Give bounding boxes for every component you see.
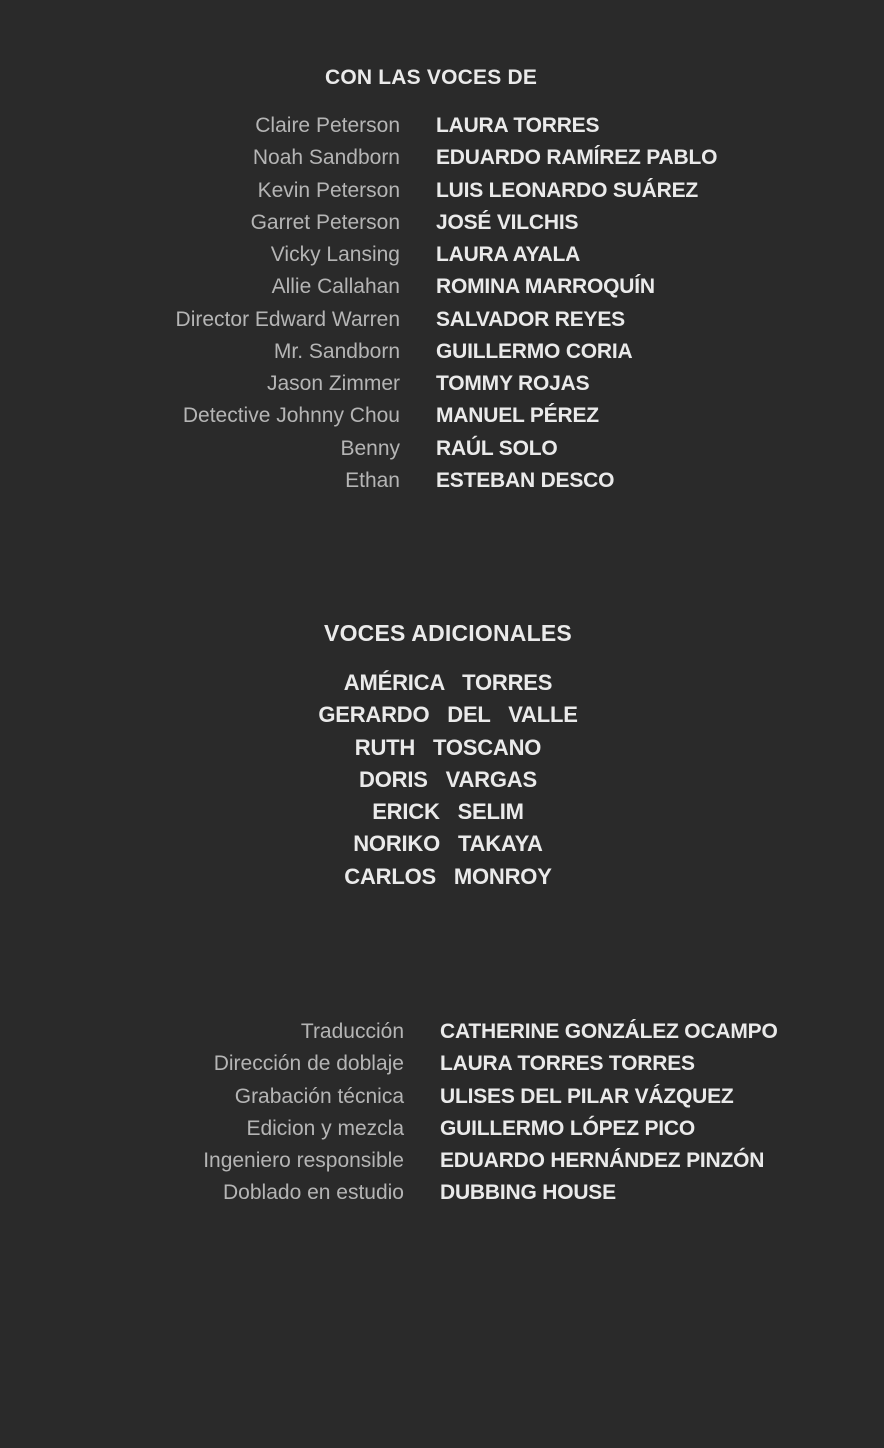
cast-row	[0, 239, 884, 271]
voice-actor-name: RAÚL SOLO	[436, 436, 558, 460]
crew-row	[0, 1081, 884, 1113]
voice-actor-name: LUIS LEONARDO SUÁREZ	[436, 178, 699, 202]
cast-row	[0, 142, 884, 174]
crew-role: Edicion y mezcla	[246, 1116, 404, 1140]
additional-voice-name: GERARDO DEL VALLE	[318, 702, 578, 728]
character-name: Garret Peterson	[250, 210, 400, 234]
cast-list	[0, 110, 884, 497]
character-name: Mr. Sandborn	[273, 339, 400, 363]
cast-row	[0, 207, 884, 239]
additional-voices-list	[0, 667, 884, 893]
additional-voice-name: NORIKO TAKAYA	[353, 831, 543, 857]
cast-row	[0, 271, 884, 303]
character-name: Claire Peterson	[255, 114, 400, 138]
voice-actor-name: JOSÉ VILCHIS	[436, 210, 579, 234]
cast-section-heading: CON LAS VOCES DE	[324, 66, 538, 89]
additional-voices-heading: VOCES ADICIONALES	[324, 620, 572, 646]
voice-actor-name: ESTEBAN DESCO	[436, 468, 615, 492]
additional-voice-name: CARLOS MONROY	[344, 863, 552, 889]
crew-row	[0, 1177, 884, 1209]
voice-actor-name: ROMINA MARROQUÍN	[436, 275, 655, 299]
character-name: Jason Zimmer	[266, 372, 400, 396]
voice-actor-name: LAURA TORRES	[436, 114, 600, 138]
voice-actor-name: SALVADOR REYES	[436, 307, 625, 331]
crew-role: Traducción	[300, 1020, 404, 1044]
voice-actor-name: EDUARDO RAMÍREZ PABLO	[436, 146, 718, 170]
voice-actor-name: TOMMY ROJAS	[436, 372, 590, 396]
crew-row	[0, 1048, 884, 1080]
crew-role: Dirección de doblaje	[213, 1052, 404, 1076]
cast-row	[0, 110, 884, 142]
crew-role: Grabación técnica	[234, 1084, 404, 1108]
cast-row	[0, 400, 884, 432]
character-name: Detective Johnny Chou	[182, 404, 400, 428]
voice-actor-name: LAURA AYALA	[436, 243, 581, 267]
cast-row	[0, 465, 884, 497]
character-name: Kevin Peterson	[257, 178, 400, 202]
character-name: Vicky Lansing	[270, 243, 400, 267]
crew-row	[0, 1145, 884, 1177]
cast-row	[0, 336, 884, 368]
additional-voice-name: DORIS VARGAS	[359, 766, 537, 792]
cast-row	[0, 304, 884, 336]
character-name: Allie Callahan	[271, 275, 400, 299]
voice-actor-name: MANUEL PÉREZ	[436, 404, 599, 428]
crew-member-name: EDUARDO HERNÁNDEZ PINZÓN	[440, 1149, 765, 1173]
crew-member-name: LAURA TORRES TORRES	[440, 1052, 695, 1076]
crew-member-name: GUILLERMO LÓPEZ PICO	[440, 1116, 696, 1140]
crew-role: Ingeniero responsible	[203, 1149, 404, 1173]
additional-voice-name: RUTH TOSCANO	[354, 734, 542, 760]
character-name: Noah Sandborn	[252, 146, 400, 170]
cast-row	[0, 175, 884, 207]
cast-row	[0, 433, 884, 465]
crew-member-name: CATHERINE GONZÁLEZ OCAMPO	[440, 1020, 778, 1044]
crew-row	[0, 1016, 884, 1048]
additional-voice-name: ERICK SELIM	[372, 799, 524, 825]
crew-member-name: ULISES DEL PILAR VÁZQUEZ	[440, 1084, 734, 1108]
cast-row	[0, 368, 884, 400]
crew-member-name: DUBBING HOUSE	[440, 1181, 616, 1205]
character-name: Ethan	[345, 468, 400, 492]
additional-voice-name: AMÉRICA TORRES	[343, 670, 553, 695]
character-name: Director Edward Warren	[175, 307, 400, 331]
crew-list	[0, 1016, 884, 1210]
voice-actor-name: GUILLERMO CORIA	[436, 339, 633, 363]
crew-role: Doblado en estudio	[223, 1181, 404, 1205]
crew-row	[0, 1113, 884, 1145]
character-name: Benny	[340, 436, 400, 460]
